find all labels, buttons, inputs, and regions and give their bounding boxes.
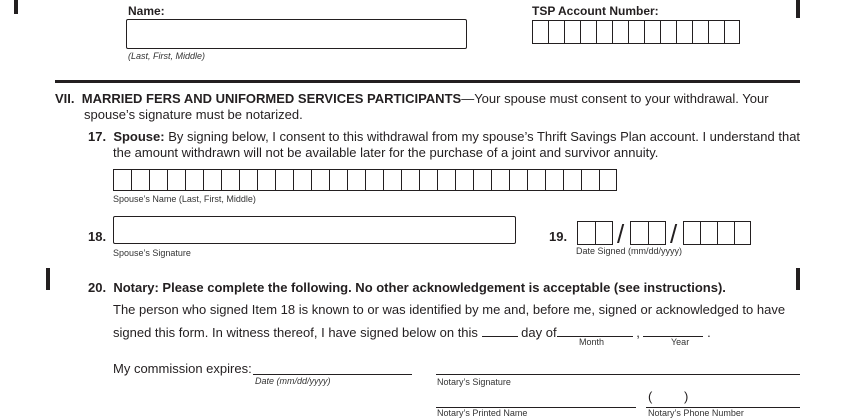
spouse-name-char-box[interactable] [131, 169, 149, 191]
margin-bar-mid-right [796, 268, 800, 290]
item20-line2d: . [707, 325, 711, 340]
spouse-name-label: Spouse’s Name (Last, First, Middle) [113, 194, 256, 204]
spouse-name-char-box[interactable] [257, 169, 275, 191]
item20-line2 [113, 324, 711, 340]
spouse-name-char-box[interactable] [221, 169, 239, 191]
spouse-name-char-box[interactable] [455, 169, 473, 191]
phone-paren-close: ) [684, 389, 689, 404]
tsp-digit-box[interactable] [676, 20, 692, 44]
witness-year-input[interactable] [643, 324, 703, 337]
item20-line2c: , [636, 325, 640, 340]
spouse-name-char-box[interactable] [185, 169, 203, 191]
phone-paren-open: ( [648, 389, 653, 404]
notary-signature-label: Notary’s Signature [437, 377, 511, 387]
item20-heading-line [88, 280, 726, 295]
section-heading [55, 91, 769, 106]
spouse-name-char-box[interactable] [581, 169, 599, 191]
notary-name-label: Notary’s Printed Name [437, 408, 528, 418]
tsp-digit-box[interactable] [708, 20, 724, 44]
month-digit-box[interactable] [577, 221, 595, 245]
tsp-digit-box[interactable] [628, 20, 644, 44]
tsp-digit-box[interactable] [564, 20, 580, 44]
spouse-name-char-box[interactable] [563, 169, 581, 191]
commission-date-label: Date (mm/dd/yyyy) [255, 376, 331, 386]
tsp-account-input[interactable] [532, 20, 740, 44]
name-input[interactable] [126, 19, 467, 49]
spouse-name-char-box[interactable] [365, 169, 383, 191]
day-digit-box[interactable] [630, 221, 648, 245]
spouse-signature-label: Spouse’s Signature [113, 248, 191, 258]
day-digit-box[interactable] [648, 221, 666, 245]
tsp-digit-box[interactable] [580, 20, 596, 44]
witness-month-input[interactable] [557, 324, 633, 337]
item20-number: 20. [88, 280, 107, 295]
tsp-digit-box[interactable] [612, 20, 628, 44]
year-label: Year [671, 337, 690, 347]
spouse-name-char-box[interactable] [311, 169, 329, 191]
spouse-name-char-box[interactable] [509, 169, 527, 191]
notary-phone-label: Notary’s Phone Number [648, 408, 744, 418]
section-divider [55, 80, 800, 83]
spouse-name-char-box[interactable] [203, 169, 221, 191]
spouse-name-char-box[interactable] [599, 169, 617, 191]
spouse-name-char-box[interactable] [437, 169, 455, 191]
item17-bold: Spouse: [113, 129, 165, 144]
tsp-digit-box[interactable] [692, 20, 708, 44]
spouse-name-char-box[interactable] [167, 169, 185, 191]
spouse-name-char-box[interactable] [545, 169, 563, 191]
item20-heading: Notary: Please complete the following. No other acknowledgement is acceptable (see instructions). [113, 280, 726, 295]
month-label: Month [579, 337, 605, 347]
commission-date-input[interactable] [253, 374, 412, 375]
spouse-name-char-box[interactable] [473, 169, 491, 191]
spouse-name-char-box[interactable] [293, 169, 311, 191]
date-slash-1: / [617, 219, 625, 249]
item17-text1: By signing below, I consent to this withdrawal from my spouse’s Thrift Savings Plan account. I understand that [168, 129, 801, 144]
item17-line1 [88, 129, 800, 144]
spouse-name-char-box[interactable] [491, 169, 509, 191]
tsp-digit-box[interactable] [596, 20, 612, 44]
item18-number: 18. [88, 229, 107, 244]
spouse-signature-input[interactable] [113, 216, 516, 244]
section-title: MARRIED FERS AND UNIFORMED SERVICES PARTICIPANTS [81, 91, 462, 106]
tsp-digit-box[interactable] [724, 20, 740, 44]
item17-line2: the amount withdrawn will not be available later for the purchase of a joint and survivor annuity. [113, 145, 659, 160]
section-intro-line2: spouse’s signature must be notarized. [84, 107, 303, 122]
date-signed-label: Date Signed (mm/dd/yyyy) [576, 246, 683, 256]
spouse-name-char-box[interactable] [113, 169, 131, 191]
spouse-name-char-box[interactable] [383, 169, 401, 191]
spouse-name-char-box[interactable] [239, 169, 257, 191]
witness-day-input[interactable] [482, 324, 518, 337]
tsp-account-label: TSP Account Number: [532, 4, 659, 18]
name-hint: (Last, First, Middle) [128, 51, 206, 61]
item17-number: 17. [88, 129, 107, 144]
margin-bar-top-right [796, 0, 800, 18]
date-slash-2: / [670, 219, 678, 249]
name-label: Name: [128, 4, 165, 18]
margin-bar-top-left [14, 0, 18, 14]
month-digit-box[interactable] [595, 221, 613, 245]
item20-line2a: signed this form. In witness thereof, I have signed below on this [113, 325, 478, 340]
spouse-name-char-box[interactable] [347, 169, 365, 191]
commission-label: My commission expires: [113, 361, 252, 376]
tsp-digit-box[interactable] [660, 20, 676, 44]
section-number: VII. [55, 91, 75, 106]
year-digit-box[interactable] [734, 221, 751, 245]
spouse-name-char-box[interactable] [401, 169, 419, 191]
spouse-name-char-box[interactable] [419, 169, 437, 191]
section-dash: — [461, 91, 475, 106]
item20-line1: The person who signed Item 18 is known to or was identified by me and, before me, signed or acknowledged to have [113, 302, 786, 317]
tsp-digit-box[interactable] [644, 20, 660, 44]
date-signed-month[interactable] [577, 221, 613, 245]
year-digit-box[interactable] [700, 221, 717, 245]
year-digit-box[interactable] [683, 221, 700, 245]
year-digit-box[interactable] [717, 221, 734, 245]
notary-signature-input[interactable] [436, 374, 800, 375]
margin-bar-mid-left [46, 268, 50, 290]
date-signed-day[interactable] [630, 221, 666, 245]
spouse-name-char-box[interactable] [275, 169, 293, 191]
spouse-name-char-box[interactable] [329, 169, 347, 191]
tsp-digit-box[interactable] [532, 20, 548, 44]
section-intro: Your spouse must consent to your withdrawal. Your [474, 91, 769, 106]
tsp-digit-box[interactable] [548, 20, 564, 44]
date-signed-year[interactable] [683, 221, 751, 245]
spouse-name-input[interactable] [113, 169, 617, 191]
item20-line2b: day of [521, 325, 557, 340]
spouse-name-char-box[interactable] [149, 169, 167, 191]
item19-number: 19. [549, 229, 568, 244]
spouse-name-char-box[interactable] [527, 169, 545, 191]
